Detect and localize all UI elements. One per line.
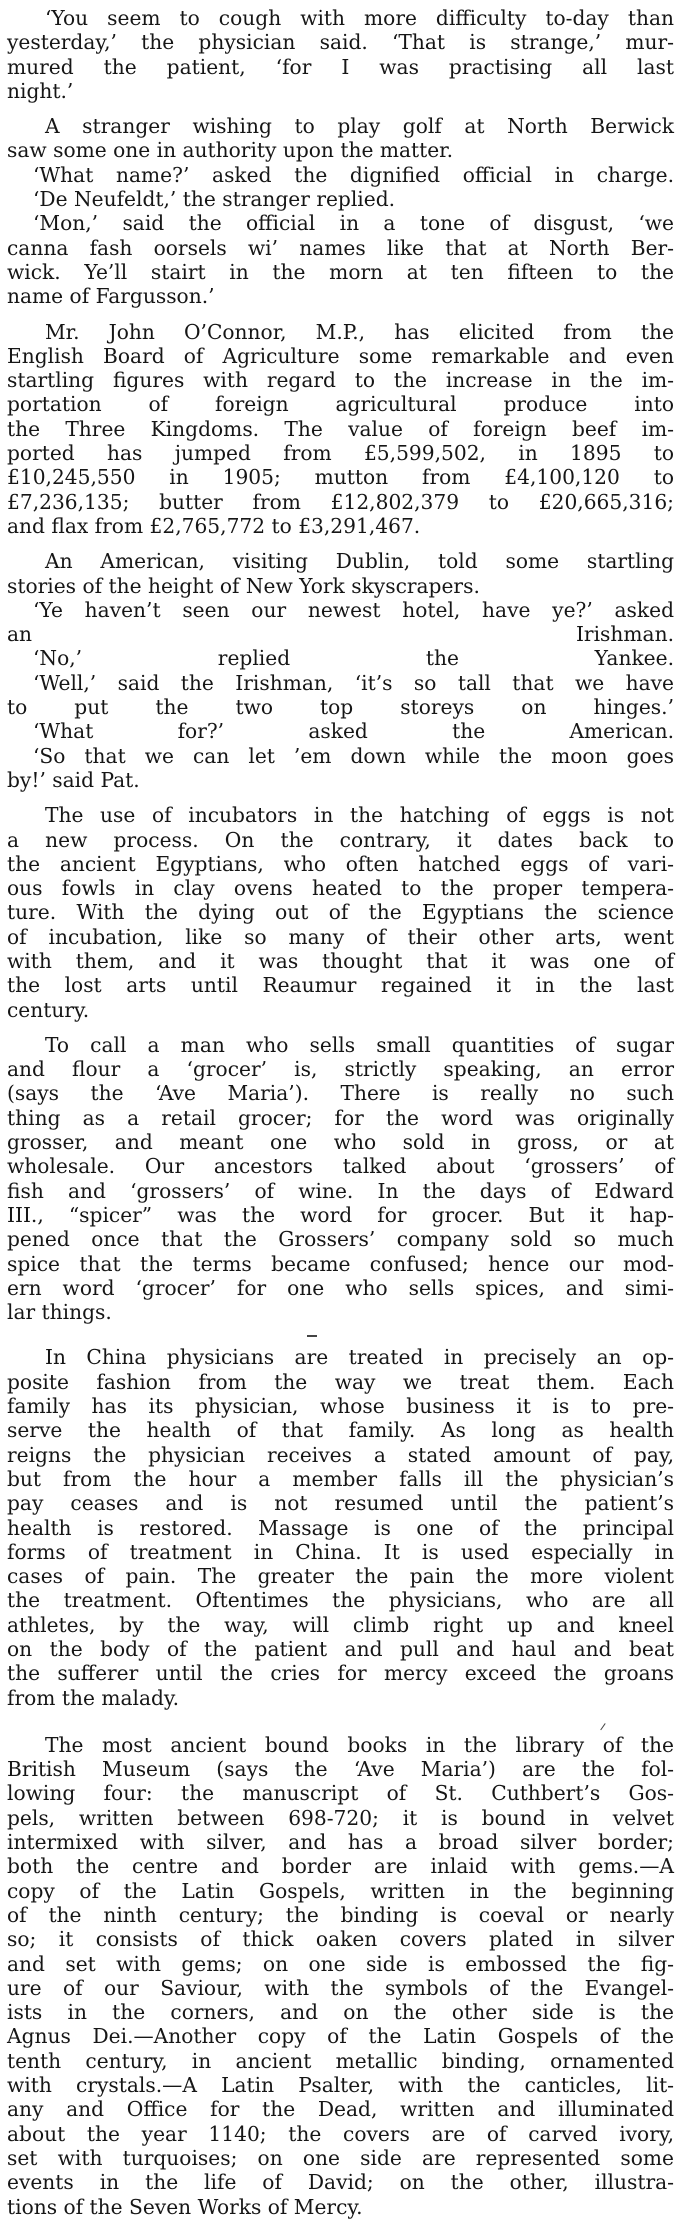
text-line: grosser, and meant one who sold in gross, or at <box>7 1130 674 1155</box>
text-line: by!’ said Pat. <box>7 767 140 792</box>
text-line: ‘No,’ replied the Yankee. <box>33 646 674 671</box>
text-line: from the malady. <box>7 1685 180 1710</box>
text-line: A stranger wishing to play golf at North Berwick <box>45 114 674 139</box>
text-line: To call a man who sells small quantities of sugar <box>45 1032 674 1057</box>
text-line: reigns the physician receives a stated amount of pay, <box>7 1442 674 1467</box>
paragraph-cough-joke <box>7 6 674 103</box>
text-line: the Three Kingdoms. The value of foreign beef im- <box>7 416 674 441</box>
text-line: set with turquoises; on one side are represented some <box>7 2145 674 2170</box>
text-line: An American, visiting Dublin, told some startling <box>45 549 674 574</box>
text-line: £7,236,135; butter from £12,802,379 to £20,665,316; <box>7 489 674 514</box>
text-line: Mr. John O’Connor, M.P., has elicited from the <box>45 319 674 344</box>
text-line: fish and ‘grossers’ of wine. In the days of Edward <box>7 1178 674 1203</box>
golf-dialog <box>7 163 674 212</box>
text-line: yesterday,’ the physician said. ‘That is strange,’ mur- <box>7 30 674 55</box>
text-line: with crystals.—A Latin Psalter, with the canticles, lit- <box>7 2073 674 2098</box>
text-line: saw some one in authority upon the matter. <box>7 138 454 163</box>
text-line: about the year 1140; the covers are of carved ivory, <box>7 2121 674 2146</box>
text-line: lowing four: the manuscript of St. Cuthbert’s Gos- <box>7 1781 674 1806</box>
golf-intro <box>7 114 674 163</box>
paragraph-agriculture-figures <box>7 320 674 539</box>
text-line: on the body of the patient and pull and haul and beat <box>7 1637 674 1661</box>
text-line: the ancient Egyptians, who often hatched eggs of vari- <box>7 851 674 876</box>
text-line: ‘So that we can let ’em down while the moon goes <box>33 743 674 768</box>
text-line: a new process. On the contrary, it dates back to <box>7 827 674 852</box>
text-line: century. <box>7 997 90 1022</box>
text-line: English Board of Agriculture some remarkable and even <box>7 343 674 368</box>
text-line: ‘De Neufeldt,’ the stranger replied. <box>33 187 396 212</box>
text-line: serve the health of that family. As long as health <box>7 1418 674 1443</box>
paragraph-grocer-etymology <box>7 1033 674 1325</box>
text-line: pay ceases and is not resumed until the patient’s <box>7 1491 674 1516</box>
text-line: wholesale. Our ancestors talked about ‘grossers’ of <box>7 1154 674 1179</box>
text-line: family has its physician, whose business it is to pre- <box>7 1394 674 1419</box>
text-line: Agnus Dei.—Another copy of the Latin Gospels of the <box>7 2024 674 2049</box>
text-line: ‘Ye haven’t seen our newest hotel, have ye?’ asked <box>33 597 674 622</box>
text-line: with them, and it was thought that it was one of <box>7 948 674 973</box>
text-line: tions of the Seven Works of Mercy. <box>7 2194 363 2219</box>
text-line: any and Office for the Dead, written and illuminated <box>7 2097 674 2122</box>
text-line: British Museum (says the ‘Ave Maria’) are the fol- <box>7 1757 674 1782</box>
paragraph-china-physicians <box>7 1345 674 1709</box>
text-line: of the ninth century; the binding is coeval or nearly <box>7 1902 674 1927</box>
text-line: and set with gems; on one side is embossed the fig- <box>7 1951 674 1976</box>
text-line: forms of treatment in China. It is used especially in <box>7 1539 674 1564</box>
text-line: an Irishman. <box>7 622 674 647</box>
text-line: stories of the height of New York skyscrapers. <box>7 573 480 598</box>
text-line: of incubation, like so many of their other arts, went <box>7 924 674 949</box>
text-line: both the centre and border are inlaid with gems.—A <box>7 1854 674 1879</box>
text-line: ure of our Saviour, with the symbols of the Evangel- <box>7 1975 674 2000</box>
text-line: tenth century, in ancient metallic binding, ornamented <box>7 2048 674 2073</box>
text-line: mured the patient, ‘for I was practising all last <box>7 54 674 79</box>
section-divider <box>307 1335 317 1337</box>
text-line: athletes, by the way, will climb right up and kneel <box>7 1612 674 1637</box>
text-line: the treatment. Oftentimes the physicians, who are all <box>7 1588 674 1613</box>
text-line: ported has jumped from £5,599,502, in 1895 to <box>7 441 674 466</box>
paragraph-incubators <box>7 803 674 1022</box>
text-line: pened once that the Grossers’ company sold so much <box>7 1227 674 1252</box>
text-line: portation of foreign agricultural produce into <box>7 392 674 417</box>
text-line: wick. Ye’ll stairt in the morn at ten fifteen to the <box>7 259 674 284</box>
text-line: night.’ <box>7 78 74 103</box>
text-line: canna fash oorsels wi’ names like that at North Ber- <box>7 235 674 260</box>
text-line: III., “spicer” was the word for grocer. But it hap- <box>7 1202 674 1227</box>
skyscraper-dialog <box>7 598 674 792</box>
text-line: ‘Mon,’ said the official in a tone of disgust, ‘we <box>33 211 674 236</box>
text-line: thing as a retail grocer; for the word was originally <box>7 1105 674 1130</box>
paragraph-skyscraper-anecdote <box>7 549 674 792</box>
text-line: In China physicians are treated in precisely an op- <box>45 1345 674 1370</box>
text-line: copy of the Latin Gospels, written in the beginning <box>7 1878 674 1903</box>
text-line: and flour a ‘grocer’ is, strictly speaking, an error <box>7 1057 674 1082</box>
text-line: name of Fargusson.’ <box>7 284 215 309</box>
text-line: ern word ‘grocer’ for one who sells spices, and simi- <box>7 1275 674 1300</box>
text-line: ‘What name?’ asked the dignified official in charge. <box>33 162 674 187</box>
text-line: posite fashion from the way we treat them. Each <box>7 1369 674 1394</box>
text-line: to put the two top storeys on hinges.’ <box>7 695 674 720</box>
text-line: startling figures with regard to the increase in the im- <box>7 368 674 393</box>
text-line: ‘Well,’ said the Irishman, ‘it’s so tall that we have <box>33 670 674 695</box>
text-line: cases of pain. The greater the pain the more violent <box>7 1564 674 1589</box>
text-line: spice that the terms became confused; hence our mod- <box>7 1251 674 1276</box>
skyscraper-intro <box>7 549 674 598</box>
paragraph-ancient-books <box>7 1733 674 2219</box>
text-line: (says the ‘Ave Maria’). There is really no such <box>7 1081 674 1106</box>
text-line: ists in the corners, and on the other side is the <box>7 2000 674 2025</box>
text-line: lar things. <box>7 1300 112 1325</box>
text-line: ous fowls in clay ovens heated to the proper tempera- <box>7 876 674 901</box>
text-line: The use of incubators in the hatching of eggs is not <box>45 803 674 828</box>
text-line: £10,245,550 in 1905; mutton from £4,100,120 to <box>7 465 674 490</box>
text-line: health is restored. Massage is one of the principal <box>7 1515 674 1540</box>
text-line: intermixed with silver, and has a broad silver border; <box>7 1830 674 1855</box>
text-line: the lost arts until Reaumur regained it in the last <box>7 973 674 998</box>
text-line: the sufferer until the cries for mercy exceed the groans <box>7 1661 674 1686</box>
golf-ending <box>7 211 674 308</box>
text-line: and flax from £2,765,772 to £3,291,467. <box>7 513 421 538</box>
text-line: but from the hour a member falls ill the physician’s <box>7 1466 674 1491</box>
text-line: ture. With the dying out of the Egyptians the science <box>7 900 674 925</box>
text-line: so; it consists of thick oaken covers plated in silver <box>7 1927 674 1952</box>
text-line: ‘You seem to cough with more difficulty to-day than <box>45 6 674 30</box>
text-line: ‘What for?’ asked the American. <box>33 719 674 744</box>
text-line: events in the life of David; on the other, illustra- <box>7 2170 674 2195</box>
paragraph-golf-anecdote <box>7 114 674 308</box>
section-divider-tick <box>595 1720 605 1731</box>
text-line: The most ancient bound books in the library of the <box>45 1732 674 1757</box>
text-line: pels, written between 698-720; it is bound in velvet <box>7 1805 674 1830</box>
